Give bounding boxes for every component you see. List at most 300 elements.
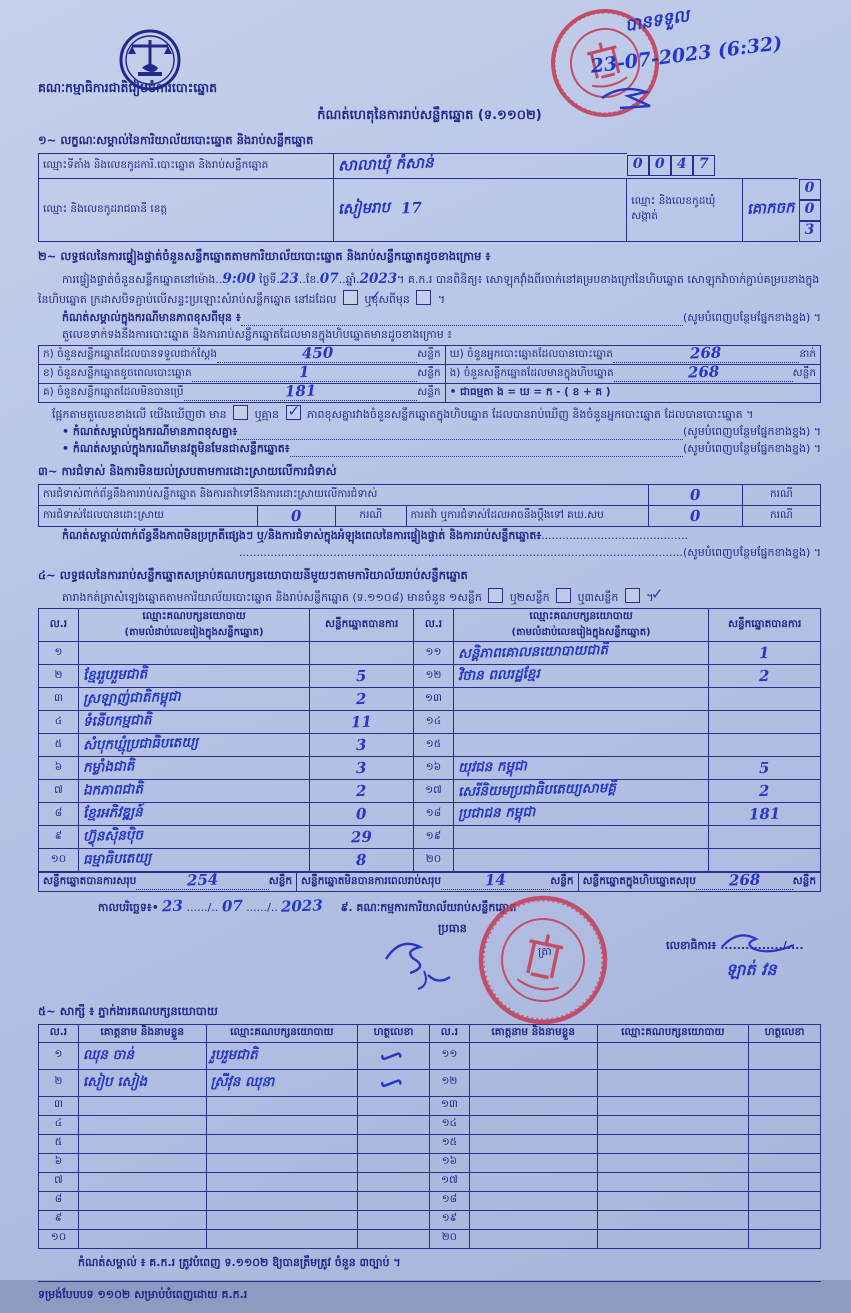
objections-table	[38, 484, 821, 527]
row-number-right: ១៤	[414, 711, 454, 734]
party-votes-left-handwriting: 5	[310, 665, 414, 688]
party-votes-right-handwriting: 1	[709, 642, 821, 665]
witness-col-name-left: គោត្តនាម និងនាមខ្លួន	[78, 1024, 206, 1042]
count-b-value: 1	[298, 362, 311, 382]
chairman-label: ប្រធាន	[438, 920, 467, 935]
witness-party-left-handwriting: ស្រីវុន ឈុនា	[206, 1069, 358, 1096]
station-label: ឈ្មោះទីតាំង និងលេខកូដការិ.បោះឆ្នោត និងរាប់សន្លឹកឆ្នោត	[39, 154, 334, 179]
witness-row	[39, 1191, 821, 1210]
objection-appeal-label: ការតវ៉ា ឬការជំទាស់ដែលអាចនឹងប្ដឹងទៅ គឃ.សប	[406, 506, 648, 527]
counts-intro: តួលេខទាក់ទងនឹងការបោះឆ្នោត និងការរាប់សន្លឹកឆ្នោតដែលមានក្នុងហិបឆ្នោតមានដូចខាងក្រោម ៖	[62, 328, 453, 342]
witness-row	[39, 1153, 821, 1172]
witness-no-right: ១១	[429, 1042, 469, 1069]
date-sep2: ....../..	[246, 901, 278, 915]
row-number-left: ១០	[39, 849, 79, 872]
witness-no-right: ២០	[429, 1229, 469, 1248]
witness-no-right: ១៦	[429, 1153, 469, 1172]
party-result-row	[39, 688, 821, 711]
two-sheets-checkbox	[556, 588, 571, 603]
witness-name-left-handwriting	[78, 1134, 206, 1153]
objection-row1-label: ការជំទាស់ពាក់ព័ន្ធនឹងការរាប់សន្លឹកឆ្នោត និងការតវ៉ាទៅនឹងការដោះស្រាយលើការជំទាស់	[39, 485, 649, 506]
witness-no-left: ១០	[39, 1229, 79, 1248]
witness-name-right-handwriting	[469, 1115, 597, 1134]
party-votes-right-handwriting: 2	[709, 665, 821, 688]
witness-row	[39, 1172, 821, 1191]
witness-name-left-handwriting	[78, 1210, 206, 1229]
objection-row1-unit: ករណី	[742, 485, 820, 506]
witness-name-right-handwriting	[469, 1134, 597, 1153]
final-note: កំណត់សម្គាល់ ៖ គ.ក.រ ត្រូវបំពេញ ទ.១១០២ ឱ្យបានត្រឹមត្រូវ ចំនួន ៣ច្បាប់ ។	[78, 1255, 401, 1269]
witness-no-left: ៤	[39, 1115, 79, 1134]
row-number-right: ២០	[414, 849, 454, 872]
month-handwriting: 07	[319, 271, 339, 287]
no-discrepancy-checkbox	[286, 405, 301, 420]
witness-name-right-handwriting	[469, 1069, 597, 1096]
year-label: ..ឆ្នាំ.	[338, 273, 360, 286]
sentence-end: ។	[437, 292, 446, 306]
party-votes-right-handwriting	[709, 688, 821, 711]
witness-col-sig-right: ហត្ថលេខា	[749, 1024, 821, 1042]
party-votes-left-handwriting: 3	[310, 734, 414, 757]
count-d-unit: នាក់	[799, 348, 816, 361]
witness-party-left-handwriting	[206, 1210, 358, 1229]
witness-no-left: ១	[39, 1042, 79, 1069]
invalid-total-leader	[441, 870, 550, 890]
results-col-votes-left: សន្លឹកឆ្នោតបានការ	[310, 609, 414, 642]
seal-diff-checkbox	[416, 290, 431, 305]
witness-party-right-handwriting	[597, 1115, 749, 1134]
witness-no-right: ១៩	[429, 1210, 469, 1229]
party-result-row	[39, 803, 821, 826]
row-number-left: ៣	[39, 688, 79, 711]
party-name-left-handwriting: ធម្មាធិបតេយ្យ	[78, 849, 309, 872]
row-number-right: ១៨	[414, 803, 454, 826]
tally-sheets-text-2: ឬ២សន្លឹក	[509, 591, 550, 605]
date-line-label: កាលបរិច្ឆេទ៖•	[98, 901, 159, 915]
count-b-label: ខ) ចំនួនសន្លឹកឆ្នោតខូចពេលបោះឆ្នោត	[43, 367, 192, 380]
witness-party-right-handwriting	[597, 1153, 749, 1172]
inbox-total-label: សន្លឹកឆ្នោតក្នុងហិបឆ្នោតសរុប	[582, 875, 696, 888]
year-handwriting: 2023	[359, 271, 398, 287]
witness-name-left-handwriting: សៀប សៀង	[78, 1069, 206, 1096]
party-votes-right-handwriting	[709, 711, 821, 734]
witness-signature-right	[749, 1153, 821, 1172]
witness-party-right-handwriting	[597, 1069, 749, 1096]
witness-signature-left: ∫	[358, 1069, 430, 1096]
row-number-left: ៧	[39, 780, 79, 803]
day-handwriting: 23	[280, 271, 299, 287]
witness-row	[39, 1210, 821, 1229]
party-result-row	[39, 711, 821, 734]
seal-placeholder: ត្រា	[538, 944, 552, 958]
secretary-name-handwriting: ឡាត់ វន	[726, 959, 777, 979]
station-row	[39, 154, 821, 179]
witness-name-left-handwriting: ឈុន ចាន់	[78, 1042, 206, 1069]
witness-signature-right	[749, 1134, 821, 1153]
party-result-row	[39, 780, 821, 803]
party-votes-right-handwriting: 181	[709, 803, 821, 826]
signature-block	[38, 919, 821, 997]
witness-col-name-right: គោត្តនាម និងនាមខ្លួន	[469, 1024, 597, 1042]
witness-signature-right	[749, 1115, 821, 1134]
count-c-leader	[184, 381, 418, 401]
witness-party-left-handwriting	[206, 1191, 358, 1210]
witness-signature-left	[358, 1096, 430, 1115]
row-number-left: ៨	[39, 803, 79, 826]
witness-signature-right	[749, 1096, 821, 1115]
form-footer: ទម្រង់បែបបទ ១១០២ សម្រាប់បំពេញដោយ គ.ក.រ	[38, 1287, 248, 1301]
party-votes-right-handwriting	[709, 849, 821, 872]
witness-signature-right	[749, 1042, 821, 1069]
bullet-discrepancy-blank	[237, 426, 683, 440]
party-name-left-handwriting	[78, 642, 309, 665]
inbox-total-leader	[696, 870, 793, 890]
witness-no-left: ៨	[39, 1191, 79, 1210]
party-result-row	[39, 665, 821, 688]
date-day-handwriting: 23	[161, 896, 184, 916]
witness-signature-right	[749, 1172, 821, 1191]
objection-resolved-unit: ករណី	[336, 506, 406, 527]
witness-name-right-handwriting	[469, 1172, 597, 1191]
results-col-party-left: ឈ្មោះគណបក្សនយោបាយ (តាមលំដាប់លេខរៀងក្នុងសន្លឹកឆ្នោត)	[78, 609, 309, 642]
inbox-total-value: 268	[728, 870, 761, 890]
commune-code-digit: 3	[804, 221, 815, 238]
party-name-right-handwriting: សន្តិភាពគោលនយោបាយជាតិ	[453, 642, 708, 665]
station-code-digit: 0	[654, 156, 665, 173]
secretary-signature	[716, 925, 806, 959]
station-value-cell	[333, 154, 627, 179]
valid-total-leader	[136, 870, 268, 890]
witness-party-right-handwriting	[597, 1042, 749, 1069]
witness-party-left-handwriting	[206, 1172, 358, 1191]
witness-signature-left	[358, 1191, 430, 1210]
party-result-row	[39, 642, 821, 665]
form-title: កំណត់ហេតុនៃការរាប់សន្លឹកឆ្នោត (ទ.១១០២)	[317, 108, 542, 123]
party-name-left-handwriting: ខ្មែររួបរួមជាតិ	[78, 665, 309, 688]
count-d-label: ឃ) ចំនួនអ្នកបោះឆ្នោតដែលបានបោះឆ្នោត	[449, 348, 613, 361]
party-name-right-handwriting	[453, 734, 708, 757]
witness-row	[39, 1134, 821, 1153]
witness-party-left-handwriting	[206, 1153, 358, 1172]
irregularity-note-dots: ..........................................	[541, 529, 689, 543]
party-name-right-handwriting: ប្រជាជន កម្ពុជា	[453, 803, 708, 826]
commune-value-handwriting: គោកចក	[746, 198, 795, 218]
section2-heading: ២~ លទ្ធផលនៃការផ្ទៀងផ្ទាត់ចំនួនសន្លឹកឆ្នោតតាមការិយាល័យបោះឆ្នោត និងរាប់សន្លឹកឆ្នោតដូចខាងក្រោម ៖	[38, 249, 491, 263]
witness-party-left-handwriting	[206, 1134, 358, 1153]
witness-name-left-handwriting	[78, 1229, 206, 1248]
province-value-cell	[333, 179, 627, 242]
witness-name-right-handwriting	[469, 1210, 597, 1229]
party-name-right-handwriting: សេរីនិយមប្រជាធិបតេយ្យសាមគ្គី	[453, 780, 708, 803]
count-a-unit: សន្លឹក	[417, 348, 441, 361]
witness-signature-left	[358, 1210, 430, 1229]
witness-party-left-handwriting	[206, 1096, 358, 1115]
note-same-hint: (សូមបំពេញបន្ថែមផ្នែកខាងខ្នង) ។	[682, 310, 821, 324]
witness-col-sig-left: ហត្ថលេខា	[358, 1024, 430, 1042]
province-value-handwriting: សៀមរាប	[337, 198, 391, 218]
three-sheets-checkbox	[625, 588, 640, 603]
party-votes-right-handwriting	[709, 826, 821, 849]
witness-name-right-handwriting	[469, 1096, 597, 1115]
count-b-unit: សន្លឹក	[417, 367, 441, 380]
witness-party-left-handwriting	[206, 1229, 358, 1248]
party-name-right-handwriting: វិថាន ពលរដ្ឋខ្មែរ	[453, 665, 708, 688]
station-value-handwriting: សាលាឃុំ កំសាន់	[337, 153, 434, 175]
witness-no-right: ១២	[429, 1069, 469, 1096]
count-e-value: 268	[687, 362, 720, 382]
row-number-right: ១១	[414, 642, 454, 665]
objection-resolved-value: 0	[257, 506, 335, 527]
witness-col-party-left: ឈ្មោះគណបក្សនយោបាយ	[206, 1024, 358, 1042]
witness-name-left-handwriting	[78, 1096, 206, 1115]
row-number-right: ១២	[414, 665, 454, 688]
witness-name-right-handwriting	[469, 1229, 597, 1248]
witness-signature-left	[358, 1172, 430, 1191]
row-number-left: ៩	[39, 826, 79, 849]
irregularity-note-dots2: ...............................................................................................................................	[238, 546, 683, 560]
count-d-value: 268	[690, 343, 723, 363]
org-name: គណៈកម្មាធិការជាតិរៀបចំការបោះឆ្នោត	[38, 80, 218, 95]
party-result-row	[39, 734, 821, 757]
count-c-label: គ) ចំនួនសន្លឹកឆ្នោតដែលមិនបានប្រើ	[43, 386, 184, 399]
objection-appeal-value: 0	[648, 506, 742, 527]
witness-row	[39, 1042, 821, 1069]
verify-time-label: ការផ្ទៀងផ្ទាត់ចំនួនសន្លឹកឆ្នោតនៅម៉ោង..	[62, 273, 223, 286]
date-sep1: ....../..	[186, 901, 219, 915]
commune-label: ឈ្មោះ និងលេខកូដឃុំ សង្កាត់	[627, 179, 743, 242]
province-label: ឈ្មោះ និងលេខកូដរាជធានី ខេត្ត	[39, 179, 334, 242]
witness-party-left-handwriting: រួបរួមជាតិ	[206, 1042, 358, 1069]
party-votes-left-handwriting: 0	[310, 803, 414, 826]
seal-same-checkbox	[343, 290, 358, 305]
party-name-right-handwriting	[453, 688, 708, 711]
witness-row	[39, 1229, 821, 1248]
witness-party-right-handwriting	[597, 1210, 749, 1229]
witness-signature-left	[358, 1134, 430, 1153]
witness-row	[39, 1115, 821, 1134]
count-c-unit: សន្លឹក	[417, 386, 441, 399]
party-name-left-handwriting: ហ៊្វុនស៊ិនប៉ិច	[78, 826, 309, 849]
row-number-right: ១៦	[414, 757, 454, 780]
station-code-digit: 7	[698, 156, 709, 173]
party-name-left-handwriting: ស្រឡាញ់ជាតិកម្ពុជា	[78, 688, 309, 711]
party-name-left-handwriting: កម្លាំងជាតិ	[78, 757, 309, 780]
section4-heading: ៤~ លទ្ធផលនៃការរាប់សន្លឹកឆ្នោតសម្រាប់គណបក្សនយោបាយនីមួយៗតាមការិយាល័យរាប់សន្លឹកឆ្នោត	[38, 568, 468, 583]
count-e-unit: សន្លឹក	[792, 367, 816, 380]
note-same-blank	[241, 312, 683, 326]
row-number-left: ១	[39, 642, 79, 665]
section2-paragraph	[38, 269, 821, 308]
commune-code-cell	[798, 179, 820, 242]
results-col-no-left: ល.រ	[39, 609, 79, 642]
date-month-handwriting: 07	[221, 896, 243, 916]
month-label: ..ខែ.	[298, 273, 320, 286]
party-votes-left-handwriting: 2	[310, 688, 414, 711]
irregularity-note-label: កំណត់សម្គាល់ពាក់ព័ន្ធនឹងភាពមិនប្រក្រតីផ្សេងៗ ឬ/និងការជំទាស់ក្នុងអំឡុងពេលនៃការផ្ទៀងផ្ទាត់ និងការរាប់សន្លឹកឆ្នោត៖	[62, 529, 542, 543]
witness-no-right: ១៤	[429, 1115, 469, 1134]
witness-no-right: ១៣	[429, 1096, 469, 1115]
irregularity-note-hint: (សូមបំពេញបន្ថែមផ្នែកខាងខ្នង) ។	[682, 546, 821, 560]
footer-divider	[38, 1281, 821, 1282]
party-name-left-handwriting: សំបុកឃ្មុំប្រជាធិបតេយ្យ	[78, 734, 309, 757]
witness-party-right-handwriting	[597, 1172, 749, 1191]
section1-heading: ១~ លក្ខណៈសម្គាល់នៃការិយាល័យបោះឆ្នោត និងរាប់សន្លឹកឆ្នោត	[38, 133, 314, 147]
witness-party-right-handwriting	[597, 1191, 749, 1210]
witness-signature-left	[358, 1153, 430, 1172]
party-name-left-handwriting: ឯកភាពជាតិ	[78, 780, 309, 803]
section5-heading: ៥~ សាក្សី ៖ ភ្នាក់ងារគណបក្សនយោបាយ	[38, 1003, 218, 1018]
party-name-left-handwriting: ខ្មែរអភិវឌ្ឍន៍	[78, 803, 309, 826]
invalid-total-unit: សន្លឹក	[550, 875, 574, 888]
party-votes-right-handwriting: 2	[709, 780, 821, 803]
witness-signature-right	[749, 1069, 821, 1096]
row-number-left: ៦	[39, 757, 79, 780]
bullet-nonballot-label: • កំណត់សម្គាល់ក្នុងករណីមានវត្ថុមិនមែនជាសន្លឹកឆ្នោត៖	[62, 442, 290, 456]
bullet-discrepancy-label: • កំណត់សម្គាល់ក្នុងករណីមានភាពខុសគ្នា៖	[62, 425, 238, 439]
party-result-row	[39, 757, 821, 780]
witness-signature-left	[358, 1115, 430, 1134]
has-discrepancy-checkbox	[233, 405, 248, 420]
station-code-cell	[627, 154, 743, 179]
counts-formula: • ជាធម្មតា ង = ឃ = ក - ( ខ + គ )	[445, 384, 820, 403]
party-votes-left-handwriting: 8	[310, 849, 414, 872]
witness-name-right-handwriting	[469, 1191, 597, 1210]
witness-party-right-handwriting	[597, 1096, 749, 1115]
witness-col-no-left: ល.រ	[39, 1024, 79, 1042]
counts-table	[38, 345, 821, 403]
tally-sheets-end: ។	[646, 591, 654, 605]
objection-row1-value: 0	[648, 485, 742, 506]
section1-table	[38, 153, 821, 242]
witness-col-no-right: ល.រ	[429, 1024, 469, 1042]
party-name-right-handwriting	[453, 711, 708, 734]
province-commune-row	[39, 179, 821, 242]
commune-value-cell	[742, 179, 798, 242]
row-number-right: ១៧	[414, 780, 454, 803]
witness-name-left-handwriting	[78, 1191, 206, 1210]
day-label: ថ្ងៃទី.	[255, 273, 281, 286]
one-sheet-checkbox	[488, 588, 503, 603]
witness-no-right: ១៨	[429, 1191, 469, 1210]
count-b-leader	[192, 362, 418, 382]
witness-row	[39, 1069, 821, 1096]
valid-total-unit: សន្លឹក	[268, 875, 293, 888]
discrepancy-text-1: ផ្អែកតាមតួលេខខាងលើ យើងឃើញថា មាន	[52, 408, 227, 422]
witness-name-right-handwriting	[469, 1042, 597, 1069]
row-number-right: ១៩	[414, 826, 454, 849]
party-results-table	[38, 608, 821, 872]
party-votes-left-handwriting: 29	[310, 826, 414, 849]
count-a-value: 450	[301, 343, 334, 363]
witness-no-left: ៣	[39, 1096, 79, 1115]
results-col-votes-right: សន្លឹកឆ្នោតបានការ	[709, 609, 821, 642]
row-number-left: ៤	[39, 711, 79, 734]
invalid-total-value: 14	[484, 870, 507, 890]
bullet-nonballot-hint: (សូមបំពេញបន្ថែមផ្នែកខាងខ្នង) ។	[682, 442, 821, 456]
station-code-digit: 4	[676, 156, 687, 173]
bullet-nonballot-blank	[290, 443, 683, 457]
row-number-right: ១៥	[414, 734, 454, 757]
station-code-digit: 0	[632, 156, 643, 173]
witness-row	[39, 1096, 821, 1115]
party-name-right-handwriting	[453, 849, 708, 872]
secretary-label: លេខាធិការ៖	[666, 938, 717, 952]
tally-sheets-text-3: ឬ៣សន្លឹក	[577, 591, 619, 605]
valid-total-label: សន្លឹកឆ្នោតបានការសរុប	[43, 875, 137, 888]
verify-time-handwriting: 9:00	[222, 271, 256, 287]
secretary-dots: .............../....	[720, 938, 804, 952]
party-votes-left-handwriting: 11	[310, 711, 414, 734]
received-datetime: 23-07-2023 (6:32)	[589, 32, 784, 78]
bullet-discrepancy-hint: (សូមបំពេញបន្ថែមផ្នែកខាងខ្នង) ។	[682, 425, 821, 439]
witness-signature-right	[749, 1191, 821, 1210]
party-name-left-handwriting: ទំនើបកម្មជាតិ	[78, 711, 309, 734]
party-name-right-handwriting: យុវជន កម្ពុជា	[453, 757, 708, 780]
party-votes-right-handwriting	[709, 734, 821, 757]
witness-party-left-handwriting	[206, 1115, 358, 1134]
valid-total-value: 254	[186, 870, 219, 890]
count-d-leader	[613, 343, 799, 363]
witness-signature-left	[358, 1229, 430, 1248]
witness-party-right-handwriting	[597, 1229, 749, 1248]
results-col-no-right: ល.រ	[414, 609, 454, 642]
witness-no-left: ៦	[39, 1153, 79, 1172]
witness-name-left-handwriting	[78, 1172, 206, 1191]
witness-no-left: ៧	[39, 1172, 79, 1191]
witness-name-right-handwriting	[469, 1153, 597, 1172]
province-code-handwriting: 17	[400, 198, 423, 218]
received-note: បានទទួល	[623, 6, 691, 36]
discrepancy-text-3: ភាពខុសគ្នារវាងចំនួនសន្លឹកឆ្នោតក្នុងហិបឆ្នោត ដែលបានរាប់ឃើញ និងចំនួនអ្នកបោះឆ្នោត ដែលបានបោះឆ្នោត ។	[307, 408, 754, 422]
objection-appeal-unit: ករណី	[742, 506, 820, 527]
seal-check-text: ។ គ.ក.រ បានពិនិត្យ៖ សោឡុកវ៉ាំងពីរចាក់នៅគម្របខាងក្រៅនៃហិបឆ្នោត សោឡុកវ៉ាចាក់ភ្ជាប់គម្របខាងក្នុងនៃហិបឆ្នោត ក្រដាសបិទភ្ជាប់លើសន្ទះប្រឡោះសំរាប់សន្លឹកឆ្នោត នៅដដែល	[38, 273, 820, 306]
note-same-label: កំណត់សម្គាល់ក្នុងករណីមានភាពខុសពីមុន ៖	[62, 310, 241, 324]
objection-resolved-label: ការជំទាស់ដែលបានដោះស្រាយ	[39, 506, 258, 527]
witness-table	[38, 1024, 821, 1249]
party-result-row	[39, 826, 821, 849]
inbox-total-unit: សន្លឹក	[792, 875, 816, 888]
commune-code-digit: 0	[804, 200, 815, 217]
witness-no-left: ៩	[39, 1210, 79, 1229]
witness-no-left: ២	[39, 1069, 79, 1096]
row-number-right: ១៣	[414, 688, 454, 711]
witness-signature-right	[749, 1210, 821, 1229]
witness-party-right-handwriting	[597, 1134, 749, 1153]
tally-sheets-text-1: តារាងកត់ត្រាសំឡេងឆ្នោតតាមការិយាល័យបោះឆ្នោត និងរាប់សន្លឹកឆ្នោត (ទ.១១០៨) មានចំនួន ១សន្លឹក	[62, 591, 482, 605]
party-votes-left-handwriting: 3	[310, 757, 414, 780]
party-result-row	[39, 849, 821, 872]
discrepancy-text-2: ឬគ្មាន	[254, 408, 280, 422]
party-votes-left-handwriting: 2	[310, 780, 414, 803]
party-votes-left-handwriting	[310, 642, 414, 665]
witness-name-left-handwriting	[78, 1115, 206, 1134]
witness-signature-right	[749, 1229, 821, 1248]
witness-no-right: ១៥	[429, 1134, 469, 1153]
witness-no-right: ១៧	[429, 1172, 469, 1191]
section3-heading: ៣~ ការជំទាស់ និងការមិនយល់ស្របតាមការដោះស្រាយលើការជំទាស់	[38, 464, 337, 479]
chairman-signature	[378, 931, 508, 991]
party-name-right-handwriting	[453, 826, 708, 849]
witness-no-left: ៥	[39, 1134, 79, 1153]
count-a-label: ក) ចំនួនសន្លឹកឆ្នោតដែលបានទទួលជាក់ស្តែង	[43, 348, 218, 361]
witness-name-left-handwriting	[78, 1153, 206, 1172]
count-c-value: 181	[284, 381, 317, 401]
commune-code-digit: 0	[804, 179, 815, 196]
count-e-label: ង) ចំនួនសន្លឹកឆ្នោតដែលមានក្នុងហិបឆ្នោត	[449, 367, 614, 380]
date-year-handwriting: 2023	[281, 896, 324, 917]
witness-col-party-right: ឈ្មោះគណបក្សនយោបាយ	[597, 1024, 749, 1042]
invalid-total-label: សន្លឹកឆ្នោតមិនបានការពេលរាប់សរុប	[301, 875, 442, 888]
